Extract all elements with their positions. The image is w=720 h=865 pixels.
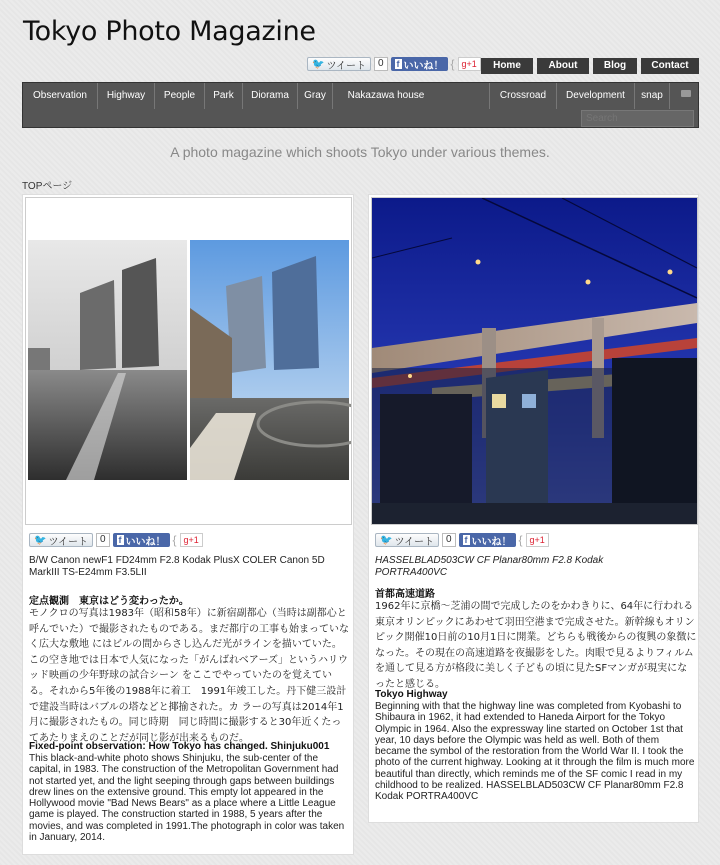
like-count: 0 bbox=[442, 533, 456, 547]
tweet-button[interactable] bbox=[307, 57, 371, 71]
facebook-icon: f bbox=[118, 535, 122, 545]
post-title-jp[interactable]: 首都高速道路 bbox=[375, 589, 435, 600]
nav-home[interactable]: Home bbox=[481, 58, 533, 74]
post-title-en[interactable]: Fixed-point observation: How Tokyo has changed. Shinjuku001 bbox=[29, 741, 330, 752]
tweet-label: ツイート bbox=[326, 60, 366, 72]
post-social-buttons bbox=[29, 533, 203, 547]
site-title[interactable]: Tokyo Photo Magazine bbox=[23, 16, 316, 47]
like-button[interactable] bbox=[391, 57, 448, 71]
like-label: いいね！ bbox=[471, 536, 512, 548]
category-people[interactable]: People bbox=[155, 83, 205, 109]
twitter-bird-icon: 🐦 bbox=[380, 534, 393, 546]
post-title-jp[interactable]: 定点観測 東京はどう変わったか。 bbox=[29, 596, 189, 607]
like-button[interactable] bbox=[113, 533, 170, 547]
twitter-bird-icon: 🐦 bbox=[312, 58, 325, 70]
post-card-highway bbox=[368, 194, 699, 823]
post-title-en[interactable]: Tokyo Highway bbox=[375, 689, 448, 700]
category-snap[interactable]: snap bbox=[635, 83, 670, 109]
category-nav bbox=[22, 82, 699, 128]
category-nakazawa-house[interactable]: Nakazawa house bbox=[333, 83, 490, 109]
category-observation[interactable]: Observation bbox=[23, 83, 98, 109]
photo-frame bbox=[25, 197, 352, 525]
category-crossroad[interactable]: Crossroad bbox=[490, 83, 557, 109]
search-input[interactable] bbox=[581, 110, 694, 127]
post-body-en: Beginning with that the highway line was completed from Kyobashi to Shibaura in 1962, it had extended to Haneda Airport for the Tokyo Olympic in 1964. Also the expressway line started on October 1st that year, 10 days before the Olympic was held as well. Both of them became the symbol of the restoration from the World War II. I took the photo of the current highway. Looking at it through the film is much more beautiful than directly, which reminds me of the SF comic I read in my childhood to be realized. HASSELBLAD503CW CF Planar80mm F2.8 Kodak PORTRA400VC bbox=[375, 701, 695, 803]
category-development[interactable]: Development bbox=[557, 83, 635, 109]
post-photo-shinjuku[interactable] bbox=[26, 198, 351, 524]
tweet-label: ツイート bbox=[48, 536, 88, 548]
gplus-divider-icon: { bbox=[450, 57, 455, 71]
like-count: 0 bbox=[96, 533, 110, 547]
tweet-label: ツイート bbox=[394, 536, 434, 548]
nav-about[interactable]: About bbox=[537, 58, 589, 74]
gplus-divider-icon: { bbox=[172, 533, 177, 547]
post-camera-info: HASSELBLAD503CW CF Planar80mm F2.8 Kodak PORTRA400VC bbox=[375, 555, 604, 578]
post-body-jp: 1962年に京橋〜芝浦の間で完成したのをかわきりに、64年に行われる東京オリンピックにあわせて羽田空港まで完成させた。新幹線もオリンピック開催10日前の10月1日に開業。どちらも戦後からの復興の象徴になった。その現在の高速道路を夜撮影をした。肉眼で見るよりフィルムを通して見る方が格段に美しく子どもの頃に見たSFマンガが現実になったと感じる。 bbox=[375, 601, 697, 690]
like-label: いいね！ bbox=[403, 60, 444, 72]
nav-blog[interactable]: Blog bbox=[593, 58, 637, 74]
post-body-jp: モノクロの写真は1983年（昭和58年）に新宿副都心（当時は副都心と呼んでいた）で撮影されたものである。まだ都庁の工事も始まっていなく広大な敷地 にはビルの間からさし込んだ光がラインを描いていた。この空き地では日本で人気になった「がんばれベアーズ」というハリウッド映画の少年野球の試合シーン をここでやっていたのを覚えている。それから5年後の1988年に着工 1991年竣工した。丹下健三設計で建設当時はバブルの塔などと揶揄された。カ ラーの写真は2014年1月に撮影されたもの。同じ時期 同じ時間に撮影すると30年近くたってあたりまえのことだが同じ影が出来るものだ。 bbox=[29, 608, 349, 744]
nav-contact[interactable]: Contact bbox=[641, 58, 699, 74]
breadcrumb[interactable]: TOPページ bbox=[22, 181, 73, 192]
category-park[interactable]: Park bbox=[205, 83, 243, 109]
category-highway[interactable]: Highway bbox=[98, 83, 155, 109]
mail-icon[interactable] bbox=[681, 90, 691, 97]
post-social-buttons bbox=[375, 533, 549, 547]
facebook-icon: f bbox=[396, 59, 400, 69]
post-body-en: This black-and-white photo shows Shinjuku, the sub-center of the capital, in 1983. The construction of the Metropolitan Government had not started yet, and the light seeping through gaps between buildings drew lines on the extensive ground. This empty lot appeared in the Hollywood movie "Bad News Bears" as a place where a Little League game is played. The construction started in 1988, 5 years after the movies, and was completed in 1991.The photograph in color was taken in January, 2014. bbox=[29, 753, 345, 844]
post-card-shinjuku bbox=[22, 194, 354, 855]
top-nav bbox=[481, 58, 699, 74]
gplus-button[interactable]: g+1 bbox=[526, 533, 549, 547]
twitter-bird-icon: 🐦 bbox=[34, 534, 47, 546]
post-photo-highway[interactable] bbox=[372, 198, 697, 524]
header-social-buttons bbox=[307, 57, 481, 71]
category-diorama[interactable]: Diorama bbox=[243, 83, 298, 109]
like-label: いいね！ bbox=[125, 536, 166, 548]
tweet-button[interactable] bbox=[375, 533, 439, 547]
photo-frame bbox=[371, 197, 698, 525]
gplus-button[interactable]: g+1 bbox=[180, 533, 203, 547]
facebook-icon: f bbox=[464, 535, 468, 545]
post-camera-info: B/W Canon newF1 FD24mm F2.8 Kodak PlusX COLER Canon 5D MarkIII TS-E24mm F3.5LII bbox=[29, 555, 325, 578]
tweet-button[interactable] bbox=[29, 533, 93, 547]
site-tagline: A photo magazine which shoots Tokyo under various themes. bbox=[170, 144, 550, 160]
like-button[interactable] bbox=[459, 533, 516, 547]
gplus-button[interactable]: g+1 bbox=[458, 57, 481, 71]
like-count: 0 bbox=[374, 57, 388, 71]
category-gray[interactable]: Gray bbox=[298, 83, 333, 109]
gplus-divider-icon: { bbox=[518, 533, 523, 547]
